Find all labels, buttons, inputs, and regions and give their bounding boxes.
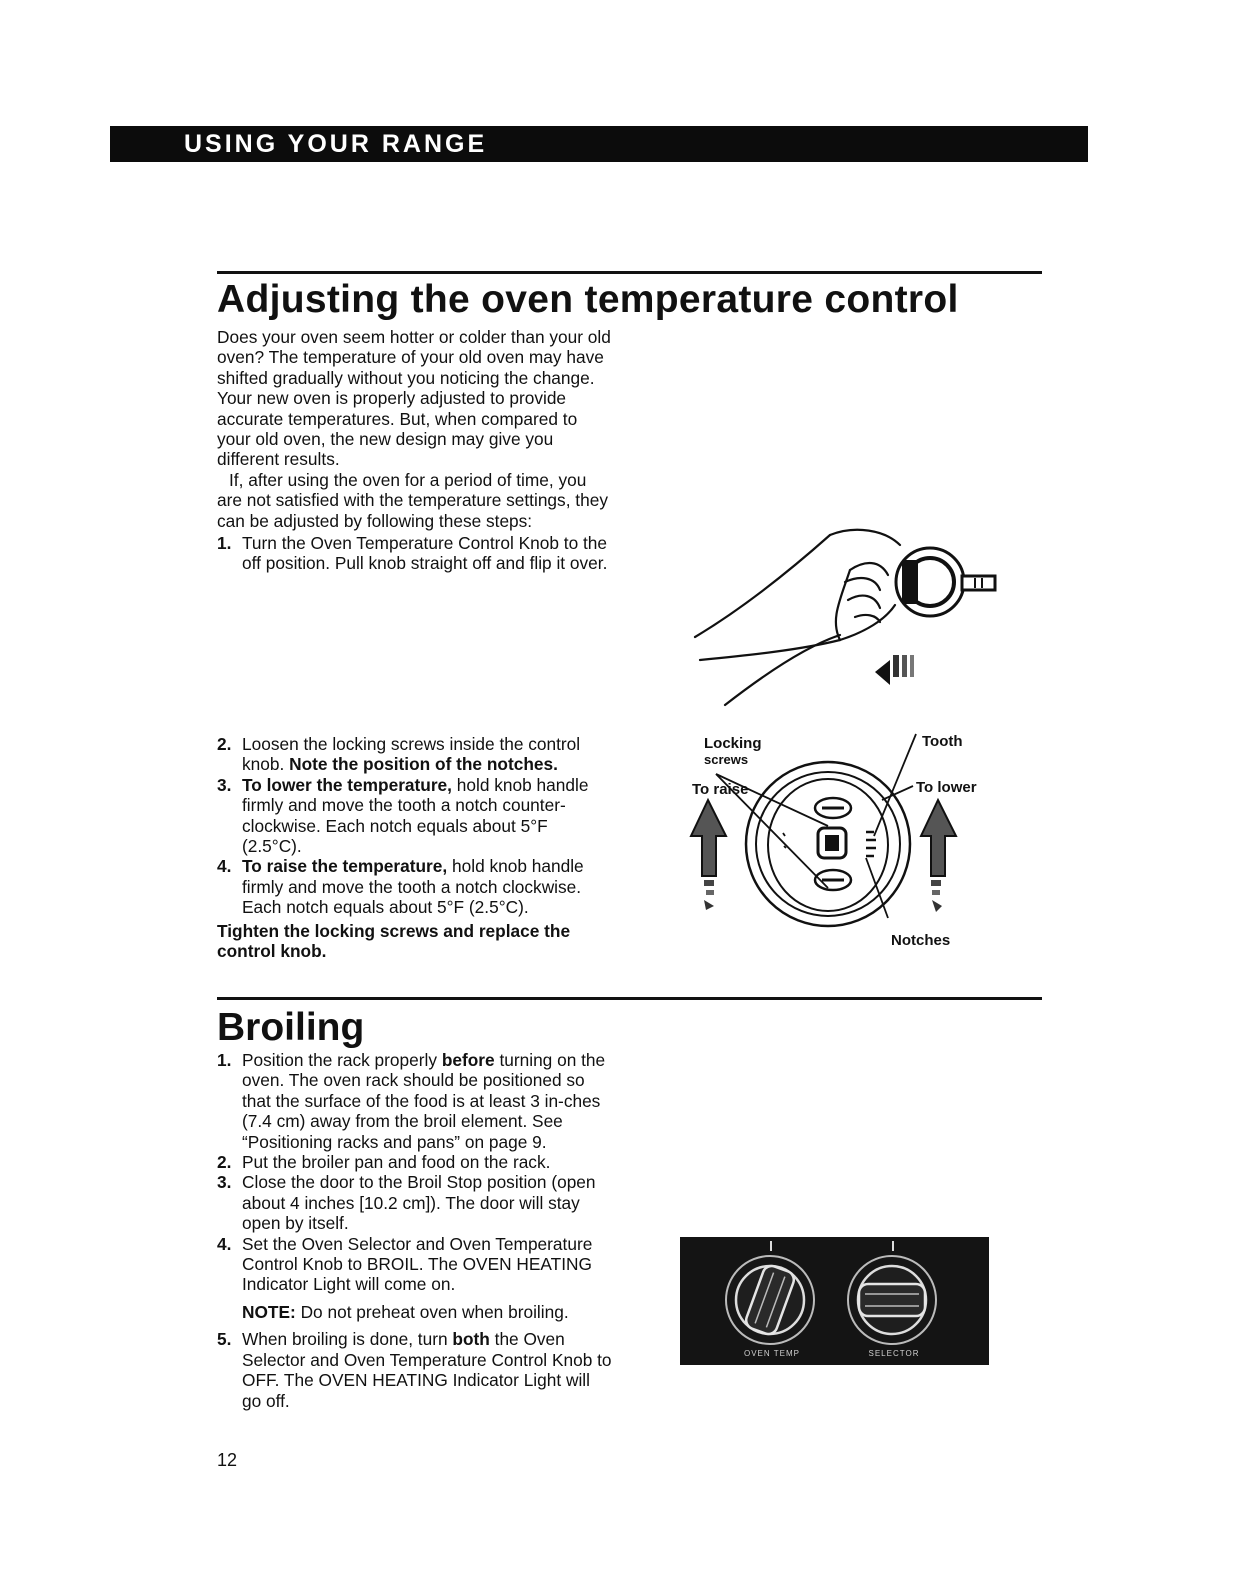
lower-arrow [921, 800, 956, 912]
step-number: 5. [217, 1329, 232, 1350]
broil-step-5 [217, 1329, 612, 1411]
broil-step-3 [217, 1172, 612, 1233]
broil-step-1 [217, 1050, 612, 1152]
step-text: turning on the oven. The oven rack should be positioned so that the surface of the food is at least 3 in-ches (7.4 cm) away from the broil element. See “Positioning racks and pans” on page 9. [242, 1050, 606, 1152]
adjust-intro [217, 327, 612, 574]
step-emphasis: before [441, 1050, 495, 1070]
step-emphasis: both [452, 1329, 490, 1350]
banner-text: USING YOUR RANGE [184, 130, 488, 158]
step-text: Close the door to the Broil Stop position (open about 4 inches [10.2 cm]). The door will stay open by itself. [242, 1172, 596, 1234]
section-title: Broiling [217, 1006, 365, 1049]
steps-list-b [217, 734, 612, 918]
step-4 [217, 856, 612, 917]
step-emphasis: To raise the temperature, [242, 856, 448, 877]
selector-knob [848, 1256, 936, 1344]
section-banner [110, 126, 1088, 162]
step-2 [217, 734, 612, 775]
label-to-raise: To raise [692, 781, 749, 798]
oven-temp-knob [726, 1256, 814, 1344]
note-label: NOTE: [242, 1301, 296, 1322]
closing-instruction: Tighten the locking screws and replace the control knob. [217, 920, 571, 962]
intro-paragraph-1: Does your oven seem hotter or colder than your old oven? The temperature of your old oven may have shifted gradually without you noticing the change. Your new oven is properly adjusted to provide accurate temperatures. But, when compared to your old oven, the new design may give you different results. [217, 327, 611, 470]
locking-screw-top [815, 798, 851, 818]
step-text: Turn the Oven Temperature Control Knob to the off position. Pull knob straight off and flip it over. [242, 533, 608, 574]
note-text: Do not preheat oven when broiling. [300, 1301, 569, 1322]
label-notches: Notches [891, 932, 951, 949]
label-screws: screws [704, 752, 749, 767]
step-number: 2. [217, 1152, 232, 1173]
note [242, 1302, 612, 1322]
step-text: Set the Oven Selector and Oven Temperature Control Knob to BROIL. The OVEN HEATING Indicator Light will come on. [242, 1233, 593, 1295]
step-text: the Oven Selector and Oven Temperature Control Knob to OFF. The OVEN HEATING Indicator Light will go off. [242, 1329, 612, 1411]
step-number: 4. [217, 856, 232, 877]
adjust-steps [217, 734, 612, 961]
section-title: Adjusting the oven temperature control [217, 278, 959, 321]
intro-paragraph-2: If, after using the oven for a period of time, you are not satisfied with the temperature settings, they can be adjusted by following these steps: [217, 469, 608, 531]
label-to-lower: To lower [916, 779, 977, 796]
step-text: Position the rack properly [242, 1050, 437, 1070]
broil-step-2 [217, 1152, 612, 1172]
broiling-list [217, 1050, 612, 1411]
label-locking: Locking [704, 735, 762, 752]
step-text: Put the broiler pan and food on the rack. [242, 1152, 551, 1173]
step-number: 1. [217, 1050, 232, 1070]
raise-arrow [691, 800, 726, 910]
label-tooth: Tooth [922, 733, 963, 750]
selector-label: SELECTOR [868, 1349, 920, 1358]
step-number: 4. [217, 1233, 232, 1254]
step-number: 3. [217, 774, 232, 795]
step-text: hold knob handle firmly and move the tooth a notch counter-clockwise. Each notch equals about 5°F (2.5°C). [242, 774, 589, 857]
broil-step-4 [217, 1234, 612, 1323]
step-emphasis: To lower the temperature, [242, 774, 452, 795]
step-text: Loosen the locking screws inside the control knob. [242, 734, 581, 775]
step-number: 1. [217, 533, 232, 554]
broiling-steps [217, 1050, 612, 1411]
page-number: 12 [217, 1450, 238, 1470]
oven-temp-label: OVEN TEMP [744, 1349, 800, 1358]
step-3 [217, 775, 612, 857]
step-text: hold knob handle firmly and move the tooth a notch clockwise. Each notch equals about 5°F (2.5°C). [242, 856, 584, 918]
step-number: 3. [217, 1172, 232, 1193]
step-number: 2. [217, 734, 232, 754]
section-rule [217, 997, 1042, 1000]
step-1 [217, 533, 612, 574]
step-text: When broiling is done, turn [242, 1329, 448, 1350]
section-rule [217, 271, 1042, 274]
control-panel-photo [680, 1237, 989, 1365]
steps-list-a [217, 533, 612, 574]
step-emphasis: Note the position of the notches. [289, 754, 558, 775]
hand-pulling-knob-illustration [690, 520, 1020, 710]
